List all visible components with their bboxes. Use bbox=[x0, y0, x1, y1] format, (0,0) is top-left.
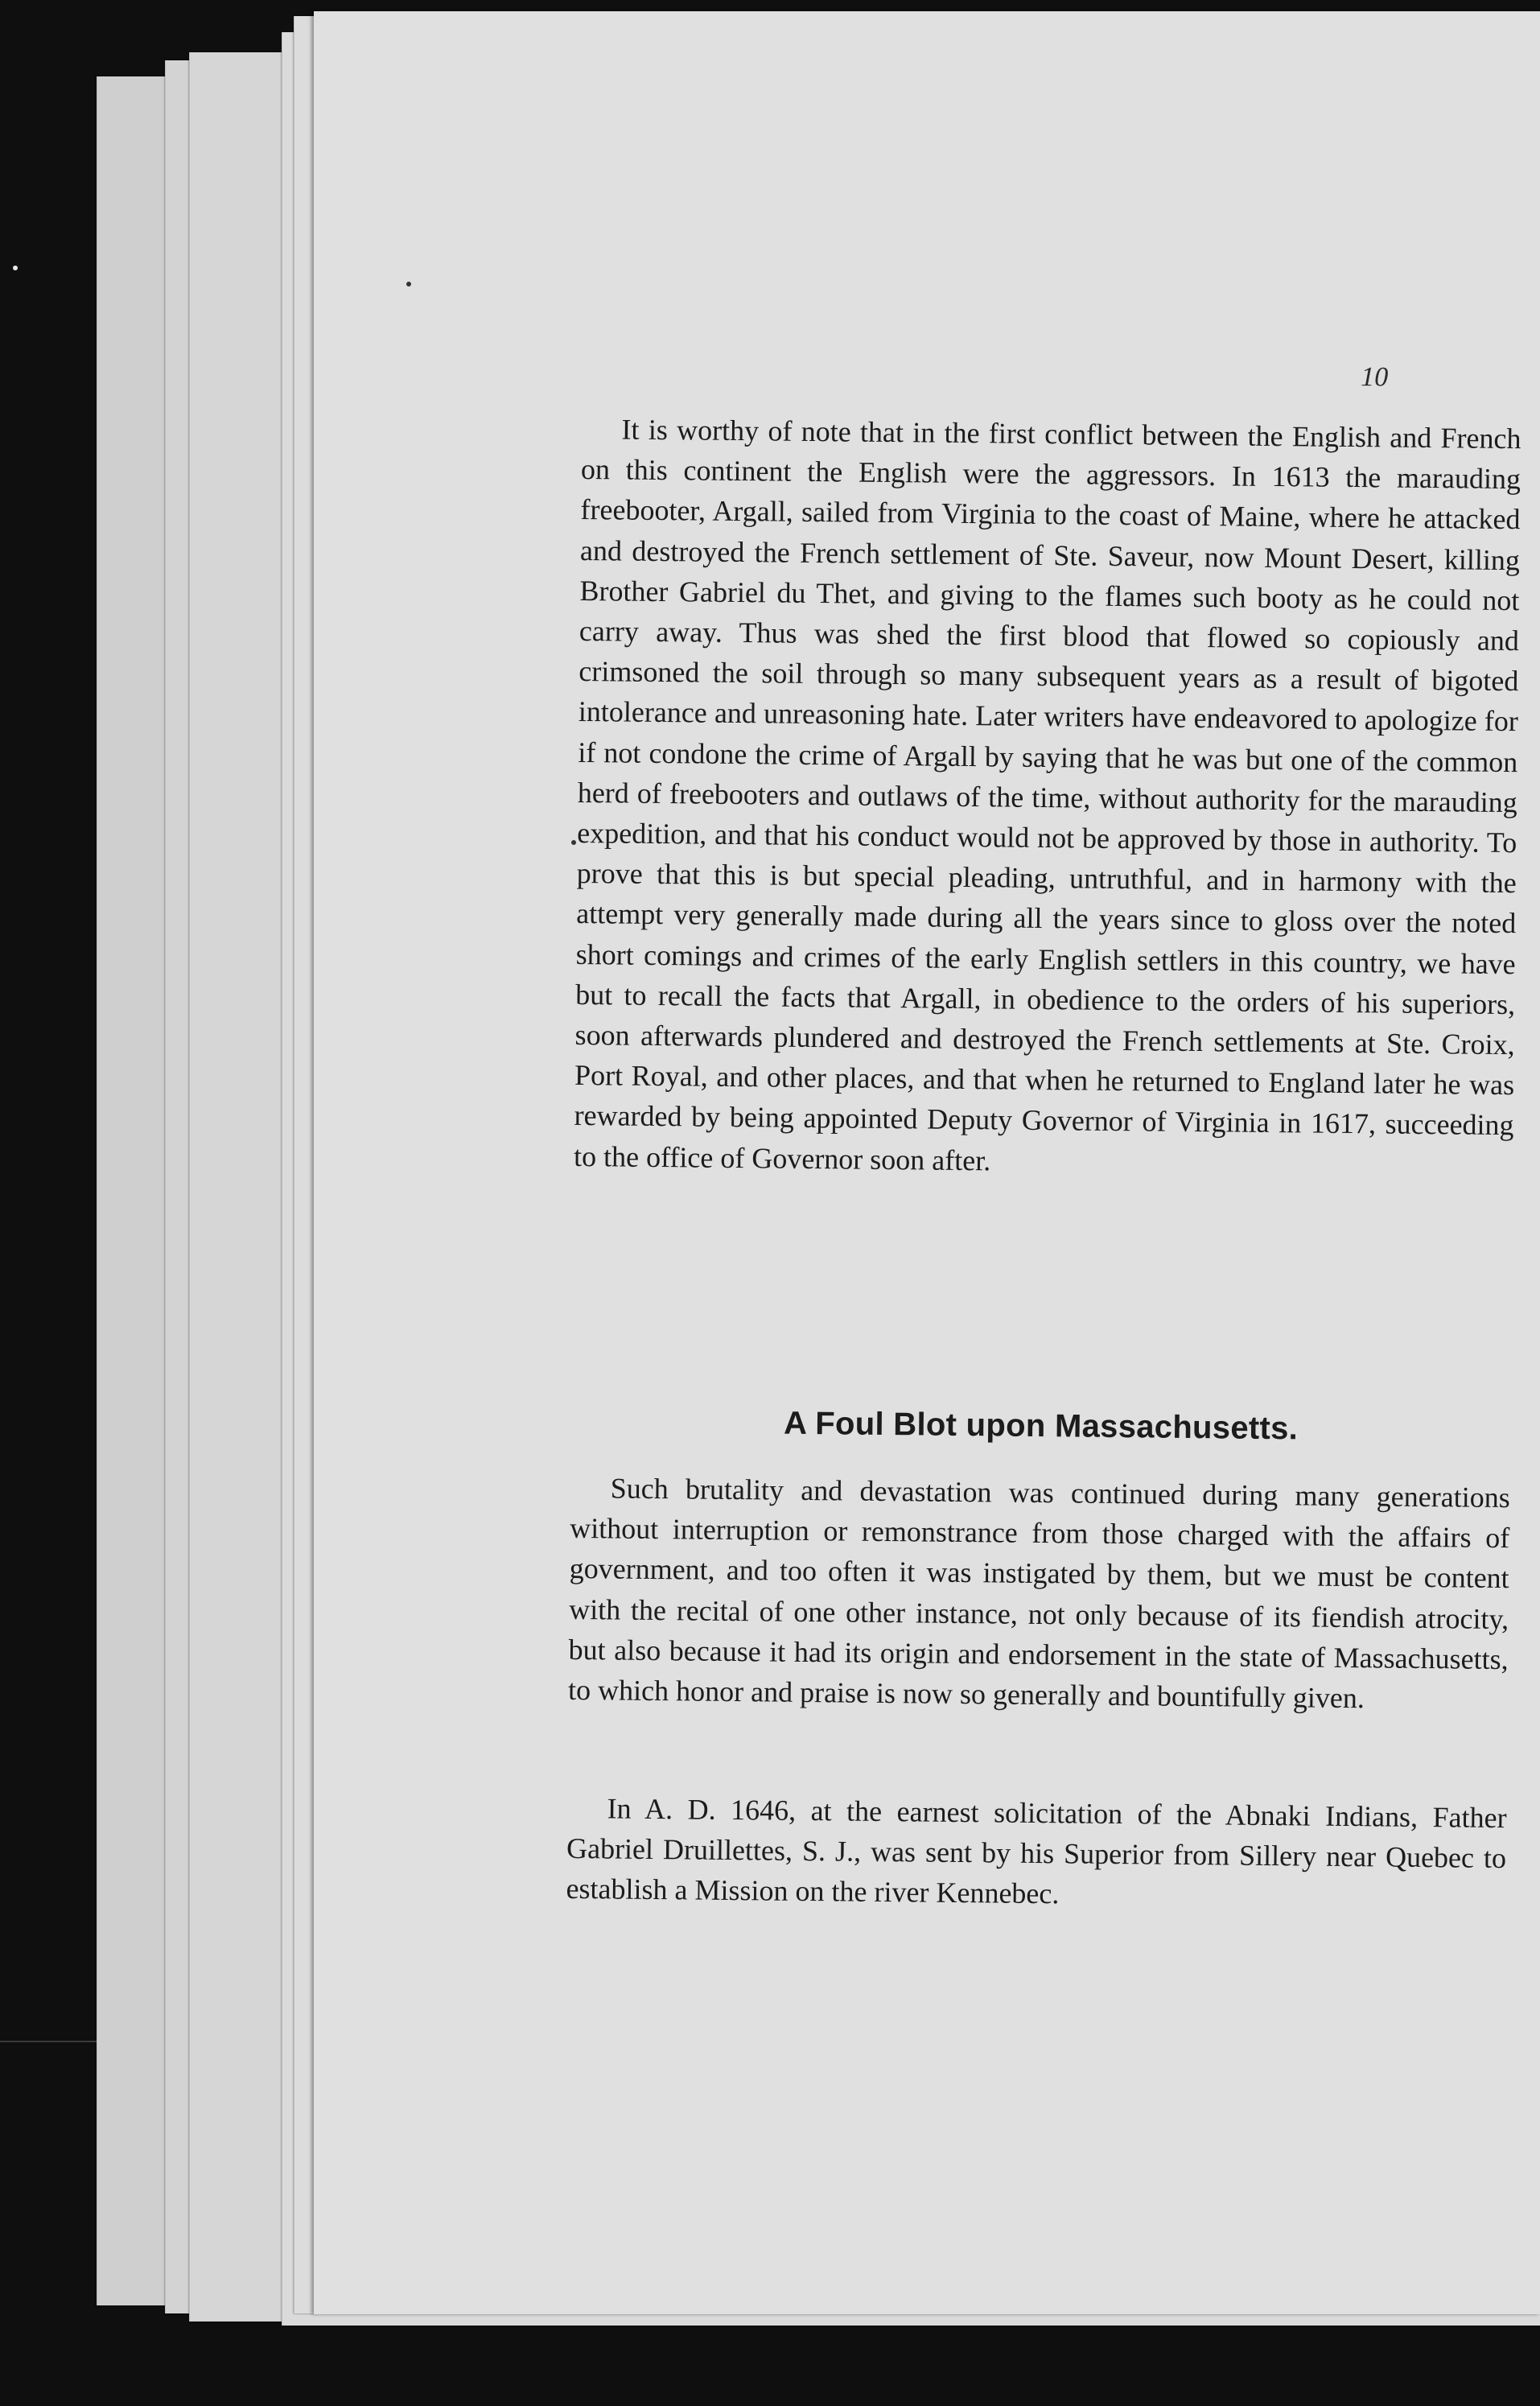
page-number: 10 bbox=[1361, 362, 1389, 393]
paragraph: Such brutality and devastation was continued during many generations without interruption or remonstrance from those charged with the affairs of government, and too often it was instigated by them, but we must be content with the recital of one other instance, not only because of its fiendish atrocity, but also because it had its origin and endorsement in the state of Massachusetts, to which honor and praise is now so generally and bountifully given. bbox=[567, 1472, 1510, 1715]
paragraph: It is worthy of note that in the first conflict between the English and French on this continent the English were the aggressors. In 1613 the marauding freebooter, Argall, sailed from Virginia to the coast of Maine, where he attacked and destroyed the French settlement of Ste. Saveur, now Mount Desert, killing Brother Gabriel du Thet, and giving to the flames such booty as he could not carry away. Thus was shed the first blood that flowed so copiously and crimsoned the soil through so many subsequent years as a result of bigoted intolerance and unreasoning hate. Later writers have endeavored to apologize for if not condone the crime of Argall by saying that he was but one of the common herd of freebooters and outlaws of the time, without authority for the marauding expedition, and that his conduct would not be approved by those in authority. To prove that this is but special pleading, untruthful, and in harmony with the attempt very generally made during all the years since to gloss over the noted short comings and crimes of the early English settlers in this country, we have but to recall the facts that Argall, in obedience to the orders of his superiors, soon afterwards plundered and destroyed the French settlements at Ste. Croix, Port Royal, and other places, and that when he returned to England later he was rewarded by being appointed Deputy Governor of Virginia in 1617, succeeding to the office of Governor soon after. bbox=[573, 413, 1521, 1177]
book-page bbox=[314, 11, 1540, 2314]
page-speck bbox=[571, 840, 576, 845]
page-text bbox=[566, 11, 1526, 1910]
paragraph: In A. D. 1646, at the earnest solicitation of the Abnaki Indians, Father Gabriel Druillettes, S. J., was sent by his Superior from Sillery near Quebec to establish a Mission on the river Kennebec. bbox=[566, 1792, 1507, 1910]
page-speck bbox=[406, 282, 411, 286]
section-heading: A Foul Blot upon Massachusetts. bbox=[783, 1405, 1299, 1447]
film-speck bbox=[13, 266, 18, 270]
film-scratch bbox=[0, 2041, 97, 2042]
